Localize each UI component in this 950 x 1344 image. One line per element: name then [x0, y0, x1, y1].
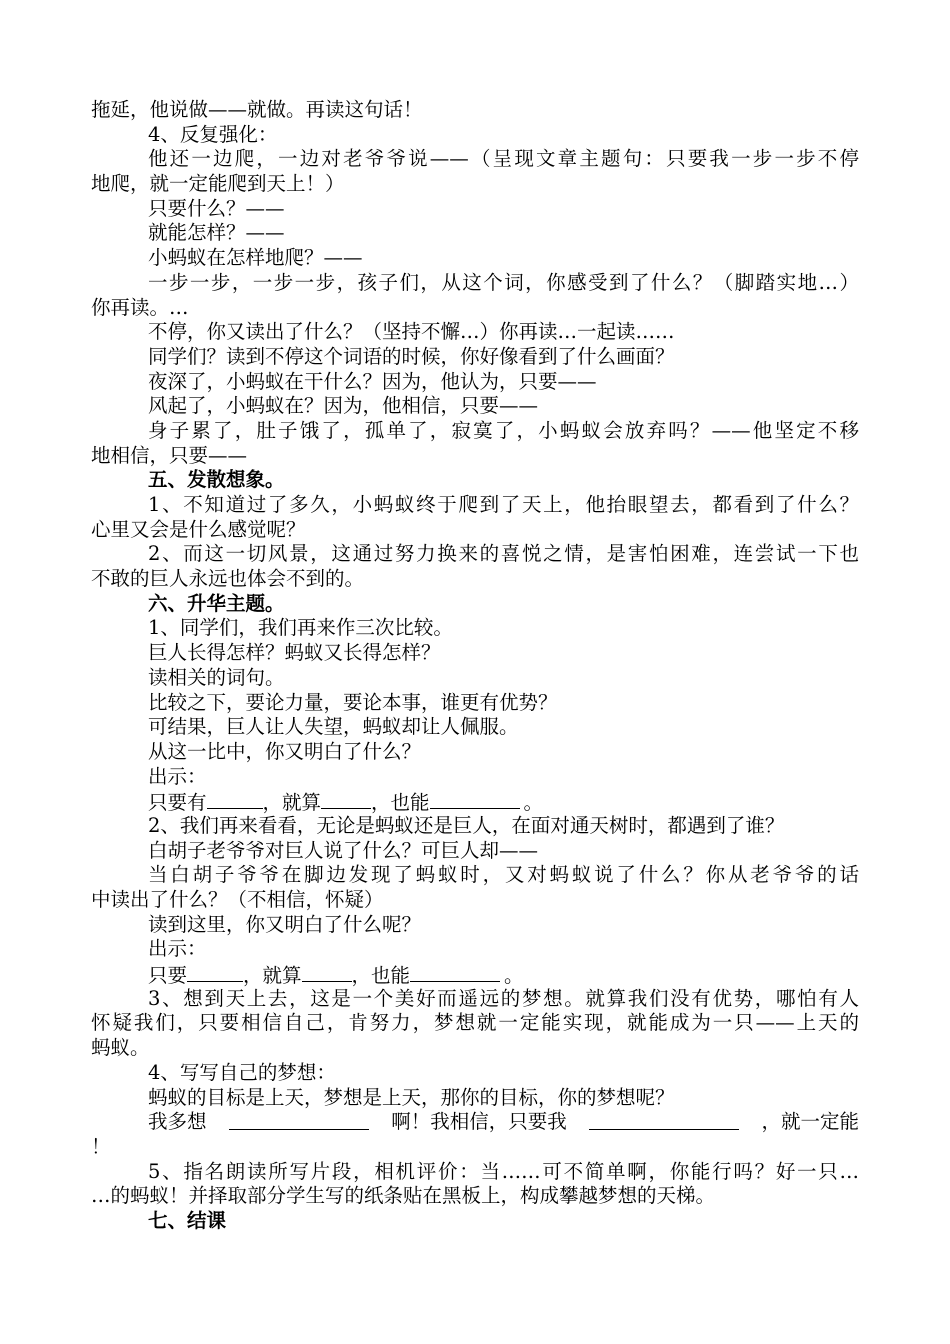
fill-in-blank-line: [91, 962, 859, 987]
fill-text: 只要: [148, 964, 188, 988]
paragraph-line: 出示：: [148, 937, 207, 961]
paragraph-line: 5、指名朗读所写片段，相机评价：当……可不简单啊，你能行吗？好一只…: [148, 1159, 859, 1183]
paragraph-line: 出示：: [148, 764, 207, 788]
fill-text: 。: [504, 964, 524, 988]
fill-text: 。: [523, 791, 544, 815]
paragraph-line: 不停，你又读出了什么？（坚持不懈…）你再读…一起读……: [148, 320, 675, 344]
paragraph-line: 2、而这一切风景，这通过努力换来的喜悦之情，是害怕困难，连尝试一下也: [148, 542, 859, 566]
paragraph-line: 当白胡子爷爷在脚边发现了蚂蚁时，又对蚂蚁说了什么？你从老爷爷的话: [148, 863, 859, 887]
blank-line: [302, 962, 352, 982]
blank-line: [207, 789, 263, 809]
paragraph-line: 夜深了，小蚂蚁在干什么？因为，他认为，只要——: [148, 369, 597, 393]
paragraph-line: 身子累了，肚子饿了，孤单了，寂寞了，小蚂蚁会放弃吗？——他坚定不移: [148, 418, 859, 442]
fill-text: 啊！我相信，只要我: [391, 1110, 567, 1134]
paragraph-line: ！: [91, 1134, 111, 1158]
blank-line: [589, 1110, 739, 1130]
paragraph-line: 一步一步，一步一步，孩子们，从这个词，你感受到了什么？（脚踏实地…）: [148, 270, 859, 294]
blank-line: [187, 962, 243, 982]
fill-text: ，就一定能: [761, 1110, 859, 1134]
fill-text: ，就算: [243, 964, 302, 988]
paragraph-line: 从这一比中，你又明白了什么？: [148, 739, 422, 763]
paragraph-line: 蚂蚁的目标是上天，梦想是上天，那你的目标，你的梦想呢？: [148, 1085, 675, 1109]
paragraph-line: 地相信，只要——: [91, 443, 248, 467]
paragraph-line: 中读出了什么？（不相信，怀疑）: [91, 888, 384, 911]
paragraph-line: 3、想到天上去，这是一个美好而遥远的梦想。就算我们没有优势，哪怕有人: [148, 986, 859, 1010]
fill-in-blank-line: [91, 1110, 859, 1135]
section-subtitle: 4、反复强化：: [148, 122, 278, 146]
blank-line: [430, 789, 520, 809]
paragraph-line: 1、不知道过了多久，小蚂蚁终于爬到了天上，他抬眼望去，都看到了什么？: [148, 493, 859, 516]
paragraph-line: 蚂蚁。: [91, 1036, 150, 1060]
section-heading-7: 七、结课: [148, 1208, 227, 1232]
paragraph-line: 同学们？读到不停这个词语的时候，你好像看到了什么画面？: [148, 344, 675, 368]
paragraph-line: 地爬，就一定能爬到天上！）: [91, 172, 345, 196]
paragraph-line: 风起了，小蚂蚁在？因为，他相信，只要——: [148, 394, 539, 418]
paragraph-line: 只要什么？——: [148, 196, 285, 220]
fill-in-blank-line: [91, 789, 859, 814]
paragraph-line: 1、同学们，我们再来作三次比较。: [148, 616, 453, 640]
paragraph-line: …的蚂蚁！并择取部分学生写的纸条贴在黑板上，构成攀越梦想的天梯。: [91, 1184, 716, 1208]
paragraph-line: 读相关的词句。: [148, 665, 285, 689]
paragraph-line: 怀疑我们，只要相信自己，肯努力，梦想就一定能实现，就能成为一只——上天的: [91, 1011, 859, 1035]
paragraph-line: 拖延，他说做——就做。再读这句话！: [91, 98, 423, 121]
paragraph-line: 就能怎样？——: [148, 221, 285, 245]
paragraph-line: 巨人长得怎样？蚂蚁又长得怎样？: [148, 641, 441, 665]
fill-text: ，就算: [262, 791, 322, 815]
paragraph-line: 比较之下，要论力量，要论本事，谁更有优势？: [148, 690, 558, 714]
blank-line: [410, 962, 500, 982]
paragraph-line: 4、写写自己的梦想：: [148, 1060, 336, 1084]
fill-text: ，也能: [351, 964, 411, 988]
blank-line: [321, 789, 371, 809]
paragraph-line: 你再读。…: [91, 295, 189, 319]
paragraph-line: 读到这里，你又明白了什么呢？: [148, 912, 422, 936]
fill-text: 我多想: [148, 1110, 207, 1134]
fill-text: 只要有: [148, 791, 207, 815]
fill-text: ，也能: [371, 791, 430, 815]
paragraph-line: 2、我们再来看看，无论是蚂蚁还是巨人，在面对通天树时，都遇到了谁？: [148, 813, 785, 837]
paragraph-line: 不敢的巨人永远也体会不到的。: [91, 567, 365, 591]
paragraph-line: 他还一边爬，一边对老爷爷说——（呈现文章主题句：只要我一步一步不停: [148, 147, 859, 171]
paragraph-line: 小蚂蚁在怎样地爬？——: [148, 246, 363, 270]
paragraph-line: 白胡子老爷爷对巨人说了什么？可巨人却——: [148, 838, 539, 862]
blank-line: [229, 1110, 369, 1130]
section-heading-6: 六、升华主题。: [148, 591, 285, 615]
paragraph-line: 心里又会是什么感觉呢？: [91, 517, 306, 541]
section-heading-5: 五、发散想象。: [148, 468, 285, 492]
paragraph-line: 可结果，巨人让人失望，蚂蚁却让人佩服。: [148, 715, 519, 739]
